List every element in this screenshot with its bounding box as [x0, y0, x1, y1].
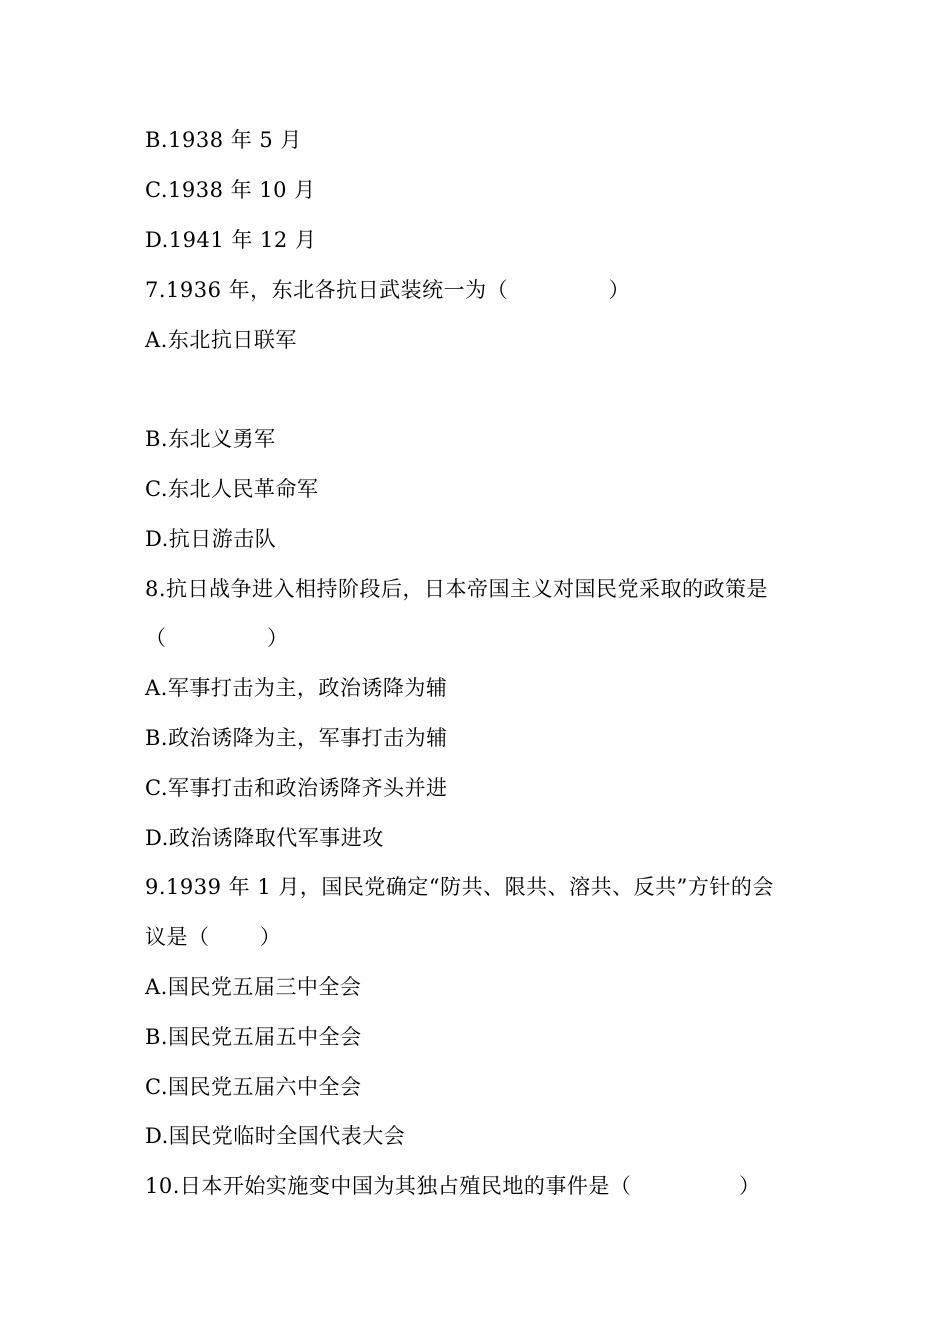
q9-option-c: C.国民党五届六中全会 — [145, 1075, 362, 1099]
q8-option-c: C.军事打击和政治诱降齐头并进 — [145, 776, 448, 800]
q9-stem-cont: 议是（ ） — [145, 925, 282, 949]
q8-option-d: D.政治诱降取代军事进攻 — [145, 826, 384, 850]
q8-option-b: B.政治诱降为主，军事打击为辅 — [145, 726, 448, 750]
q10-stem: 10.日本开始实施变中国为其独占殖民地的事件是（ ） — [145, 1174, 761, 1198]
q9-option-d: D.国民党临时全国代表大会 — [145, 1124, 406, 1148]
q7-option-b: B.东北义勇军 — [145, 427, 276, 451]
q7-stem: 7.1936 年，东北各抗日武装统一为（ ） — [145, 278, 631, 302]
q6-option-c: C.1938 年 10 月 — [145, 178, 316, 202]
q7-option-a: A.东北抗日联军 — [145, 328, 297, 352]
q8-stem-cont: （ ） — [145, 626, 289, 650]
q7-option-c: C.东北人民革命军 — [145, 477, 319, 501]
q9-stem: 9.1939 年 1 月，国民党确定“防共、限共、溶共、反共”方针的会 — [145, 875, 774, 899]
q8-stem: 8.抗日战争进入相持阶段后，日本帝国主义对国民党采取的政策是 — [145, 577, 769, 601]
q9-option-a: A.国民党五届三中全会 — [145, 975, 362, 999]
q8-option-a: A.军事打击为主，政治诱降为辅 — [145, 676, 448, 700]
q6-option-b: B.1938 年 5 月 — [145, 128, 302, 152]
q9-option-b: B.国民党五届五中全会 — [145, 1025, 362, 1049]
q6-option-d: D.1941 年 12 月 — [145, 228, 317, 252]
q7-option-d: D.抗日游击队 — [145, 527, 277, 551]
